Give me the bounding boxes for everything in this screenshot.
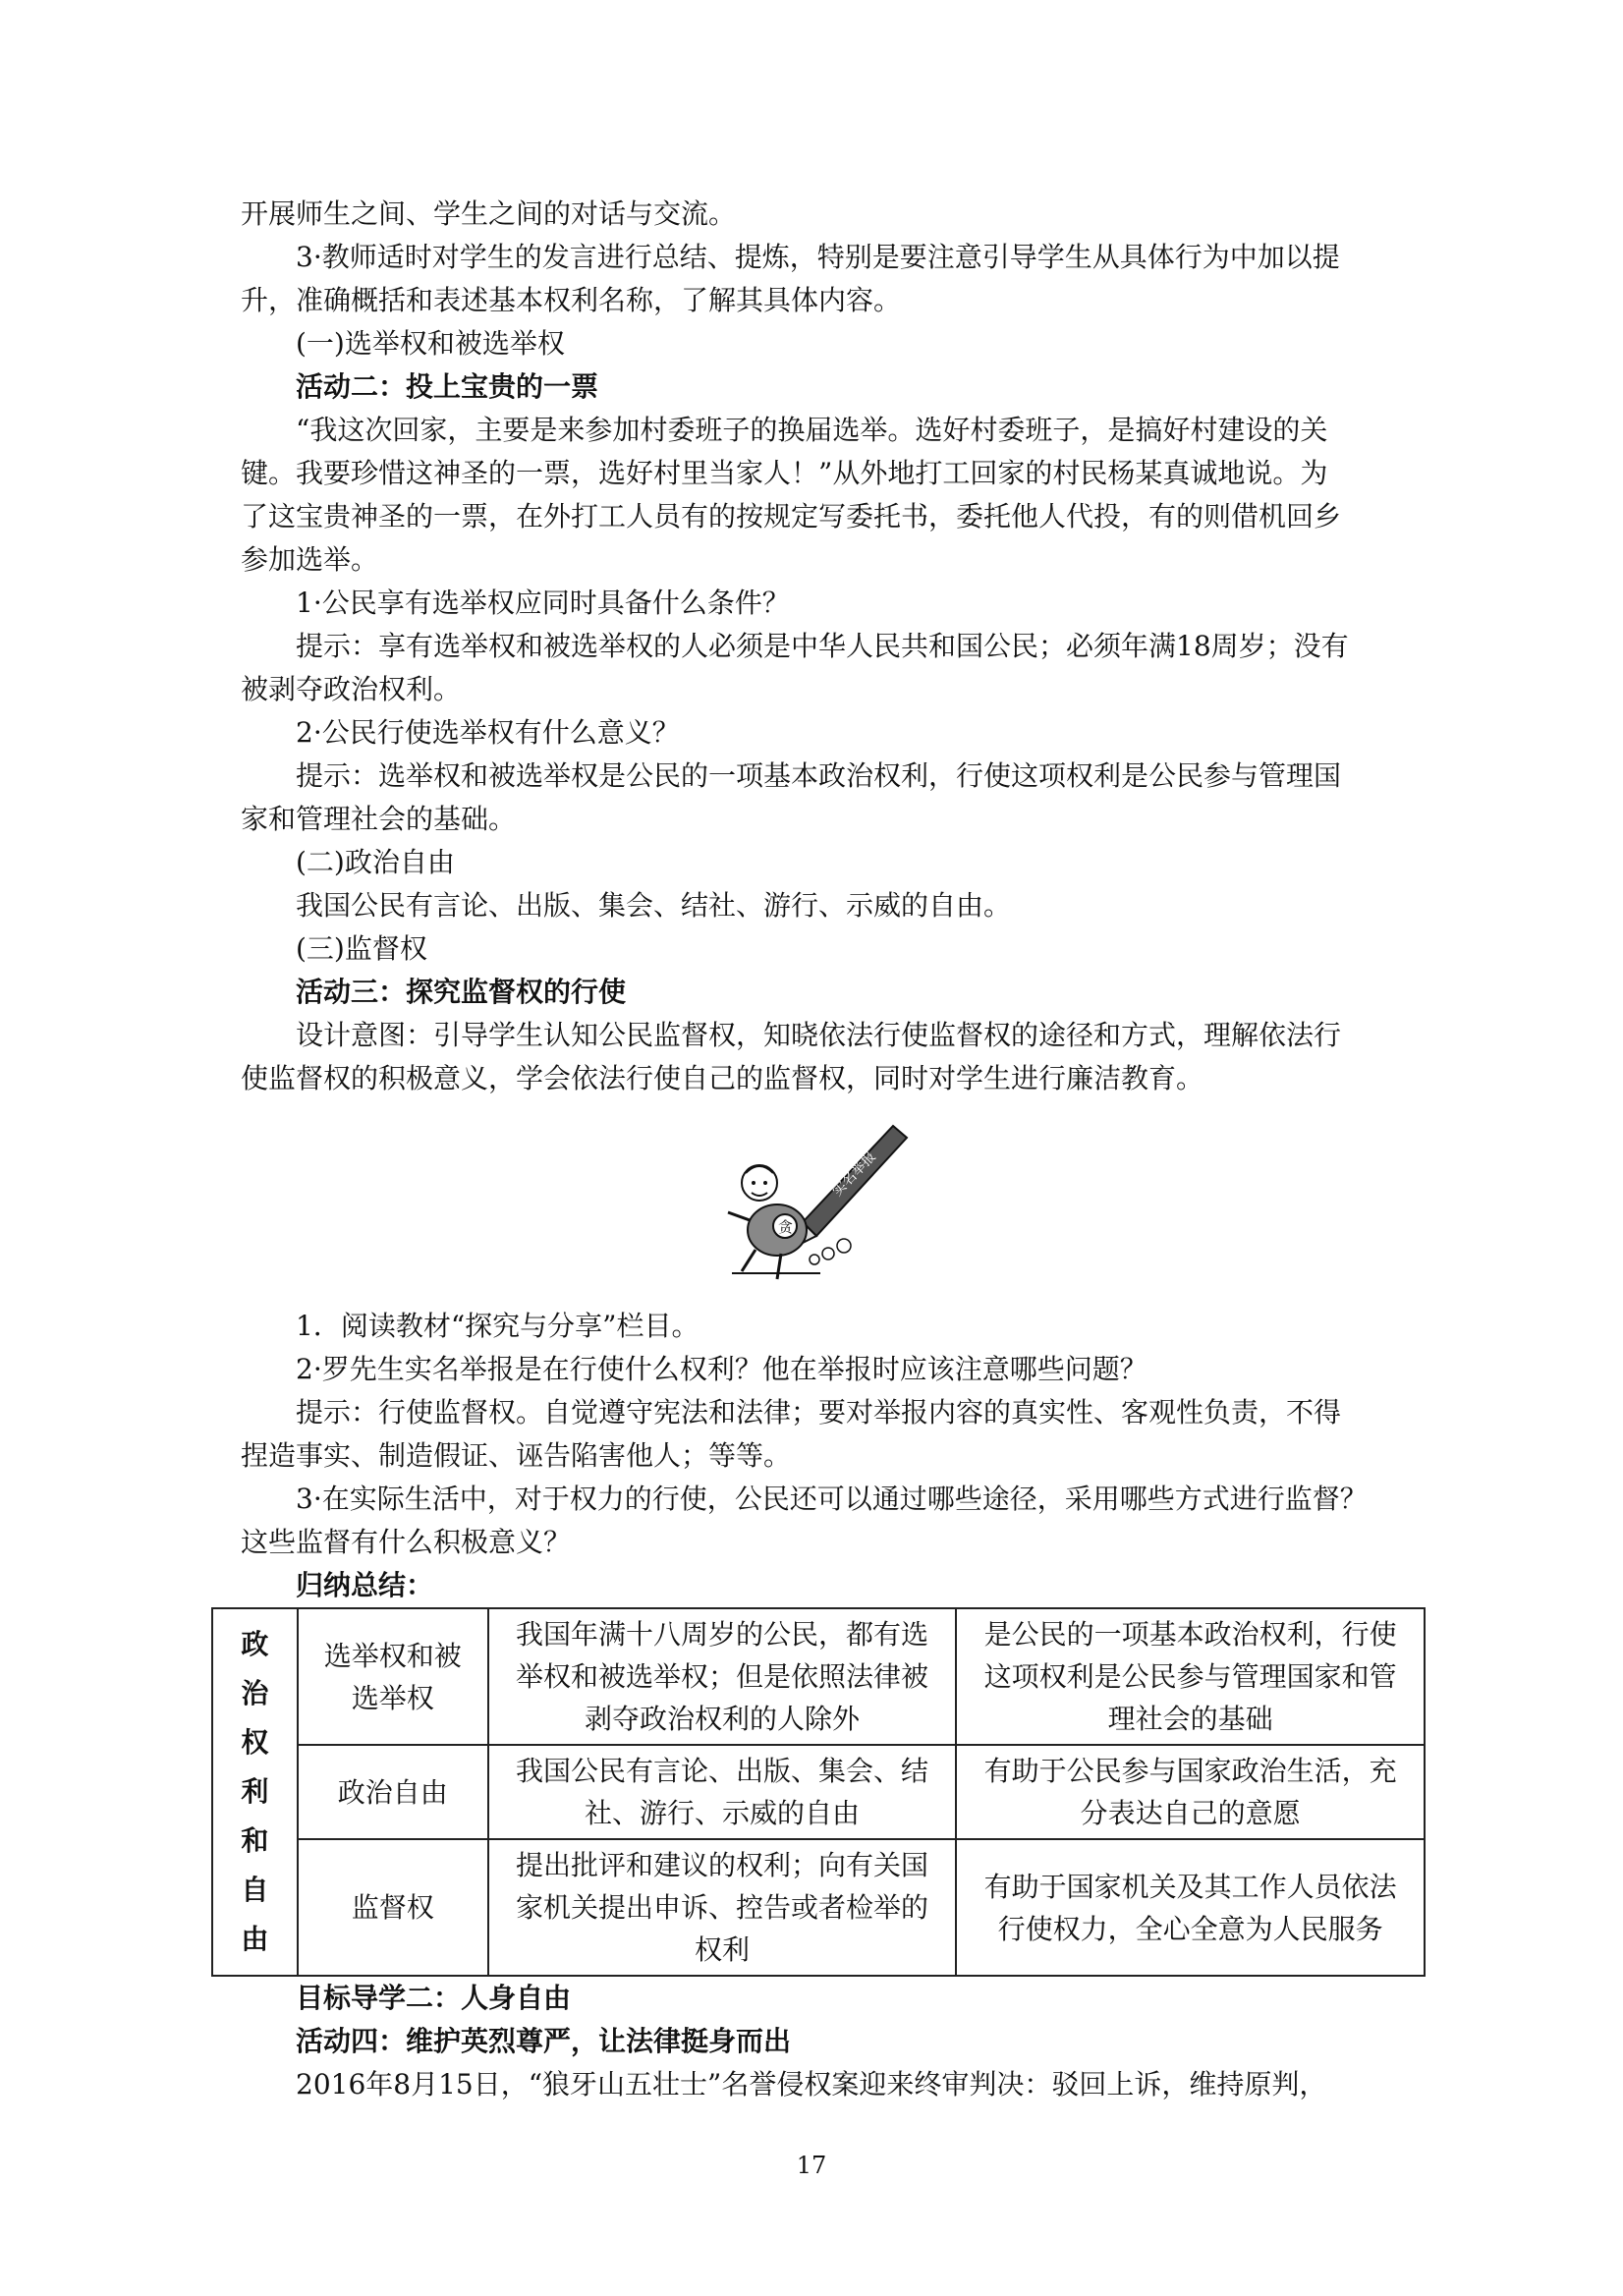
header-char: 自: [241, 1874, 269, 1906]
text-line: 使监督权的积极意义，学会依法行使自己的监督权，同时对学生进行廉洁教育。: [241, 1062, 1204, 1094]
design-intent-line: 设计意图：引导学生认知公民监督权，知晓依法行使监督权的途径和方式，理解依法行: [296, 1019, 1342, 1051]
question-line: 3·在实际生活中，对于权力的行使，公民还可以通过哪些途径，采用哪些方式进行监督？: [296, 1483, 1368, 1515]
cell-line: 选举权和被: [323, 1639, 462, 1672]
cell-line: 理社会的基础: [1107, 1703, 1273, 1735]
cell-line: 有助于国家机关及其工作人员依法: [983, 1870, 1397, 1903]
cell-line: 监督权: [351, 1891, 434, 1924]
cartoon-figure: [241, 1122, 1400, 1289]
objective-heading: 目标导学二：人身自由: [296, 1982, 572, 2014]
question-line: 1·公民享有选举权应同时具备什么条件？: [296, 587, 790, 619]
cell-line: 这项权利是公民参与管理国家和管: [983, 1660, 1397, 1693]
activity-heading: 活动二：投上宝贵的一票: [296, 370, 599, 403]
section-heading: (二)政治自由: [296, 846, 455, 878]
question-line: 2·罗先生实名举报是在行使什么权利？他在举报时应该注意哪些问题？: [296, 1353, 1147, 1385]
right-meaning-cell: [956, 1608, 1425, 1745]
cell-line: 有助于公民参与国家政治生活，充: [983, 1755, 1397, 1787]
page-body: [241, 193, 1400, 2106]
text-line: 升，准确概括和表述基本权利名称，了解其具体内容。: [241, 284, 902, 316]
text-line: 1．阅读教材“探究与分享”栏目。: [296, 1310, 700, 1342]
header-char: 权: [241, 1726, 269, 1759]
text-line: 参加选举。: [241, 543, 379, 576]
cell-line: 举权和被选举权；但是依照法律被: [516, 1660, 929, 1693]
table-row: [212, 1608, 1425, 1745]
page-number: 17: [796, 2152, 827, 2179]
table-row: [212, 1745, 1425, 1839]
hint-line: 提示：行使监督权。自觉遵守宪法和法律；要对举报内容的真实性、客观性负责，不得: [296, 1396, 1342, 1428]
section-heading: (三)监督权: [296, 932, 427, 965]
cell-line: 社、游行、示威的自由: [585, 1797, 861, 1829]
section-heading: (一)选举权和被选举权: [296, 327, 565, 360]
table-vertical-header: [212, 1608, 298, 1976]
text-line: 捏造事实、制造假证、诬告陷害他人；等等。: [241, 1439, 792, 1472]
text-line: 这些监督有什么积极意义？: [241, 1526, 572, 1558]
right-name-cell: [298, 1745, 488, 1839]
hint-line: 提示：享有选举权和被选举权的人必须是中华人民共和国公民；必须年满18周岁；没有: [296, 630, 1349, 662]
right-name-cell: [298, 1608, 488, 1745]
text-line: “我这次回家，主要是来参加村委班子的换届选举。选好村委班子，是搞好村建设的关: [296, 414, 1328, 446]
cell-line: 是公民的一项基本政治权利，行使: [983, 1618, 1397, 1651]
question-line: 2·公民行使选举权有什么意义？: [296, 716, 680, 749]
hint-line: 提示：选举权和被选举权是公民的一项基本政治权利，行使这项权利是公民参与管理国: [296, 759, 1342, 792]
summary-table: [211, 1607, 1426, 1977]
right-content-cell: [488, 1839, 957, 1976]
table-row: [212, 1839, 1425, 1976]
cell-line: 家机关提出申诉、控告或者检举的: [516, 1891, 929, 1924]
summary-heading: 归纳总结：: [296, 1569, 434, 1601]
text-line: 家和管理社会的基础。: [241, 803, 517, 835]
cell-line: 提出批评和建议的权利；向有关国: [516, 1849, 929, 1881]
cell-line: 行使权力，全心全意为人民服务: [997, 1912, 1383, 1945]
text-line: 开展师生之间、学生之间的对话与交流。: [241, 197, 737, 230]
right-content-cell: [488, 1745, 957, 1839]
cell-line: 分表达自己的意愿: [1080, 1797, 1301, 1829]
text-line: 我国公民有言论、出版、集会、结社、游行、示威的自由。: [296, 889, 1012, 922]
header-char: 治: [241, 1677, 269, 1709]
pen-label: 实名举报: [829, 1148, 879, 1200]
text-line: 键。我要珍惜这神圣的一票，选好村里当家人！”从外地打工回家的村民杨某真诚地说。为: [241, 457, 1328, 489]
text-line: 2016年8月15日，“狼牙山五壮士”名誉侵权案迎来终审判决：驳回上诉，维持原判，: [296, 2068, 1327, 2100]
badge-label: 贪: [778, 1218, 794, 1236]
cell-line: 我国年满十八周岁的公民，都有选: [516, 1618, 929, 1651]
cartoon-illustration: [712, 1122, 909, 1289]
right-content-cell: [488, 1608, 957, 1745]
activity-heading: 活动四：维护英烈尊严，让法律挺身而出: [296, 2025, 792, 2057]
header-char: 和: [241, 1824, 269, 1857]
header-char: 由: [241, 1923, 269, 1955]
cell-line: 我国公民有言论、出版、集会、结: [516, 1755, 929, 1787]
right-name-cell: [298, 1839, 488, 1976]
right-meaning-cell: [956, 1745, 1425, 1839]
cell-line: 权利: [695, 1933, 751, 1966]
text-line: 被剥夺政治权利。: [241, 673, 462, 705]
cell-line: 选举权: [351, 1681, 434, 1714]
header-char: 利: [241, 1775, 269, 1808]
activity-heading: 活动三：探究监督权的行使: [296, 976, 627, 1008]
cell-line: 政治自由: [337, 1775, 448, 1809]
right-meaning-cell: [956, 1839, 1425, 1976]
text-line: 3·教师适时对学生的发言进行总结、提炼，特别是要注意引导学生从具体行为中加以提: [296, 241, 1340, 273]
text-line: 了这宝贵神圣的一票，在外打工人员有的按规定写委托书，委托他人代投，有的则借机回乡: [241, 500, 1342, 532]
header-char: 政: [241, 1628, 269, 1660]
cell-line: 剥夺政治权利的人除外: [585, 1703, 861, 1735]
